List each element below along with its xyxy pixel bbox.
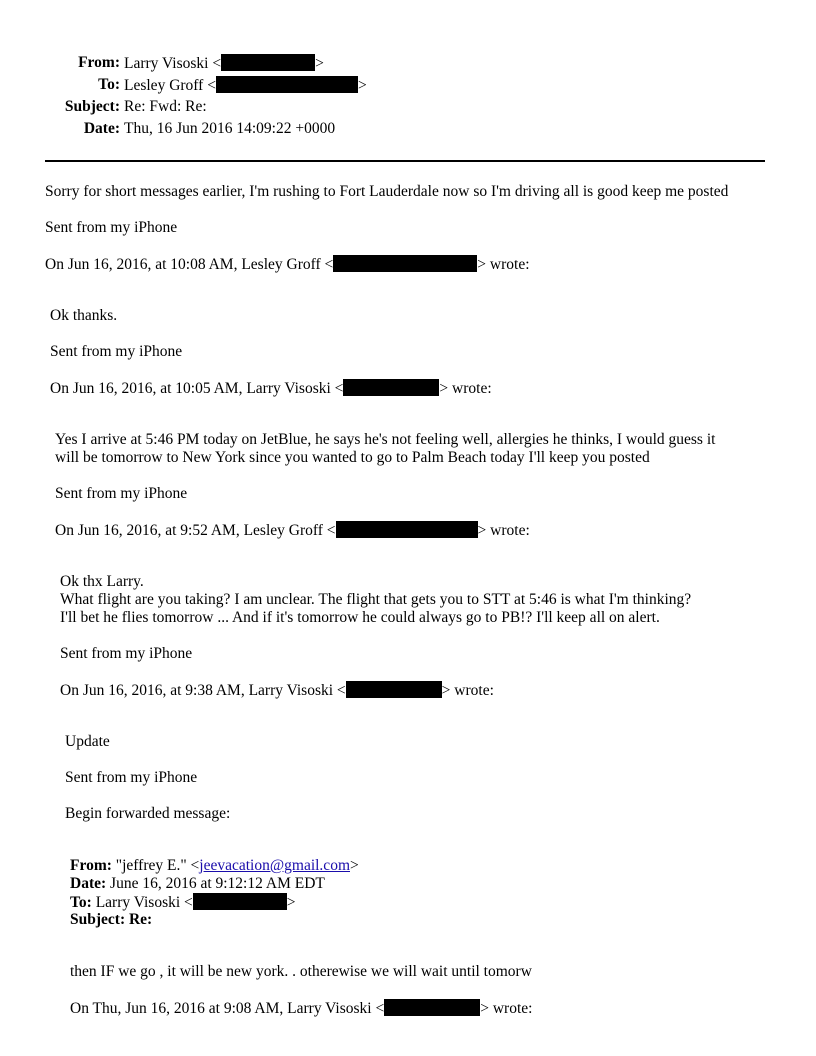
fwd-subject [70,911,152,929]
subject-value: Re: Fwd: Re: [124,98,207,115]
fwd-date-value: June 16, 2016 at 9:12:12 AM EDT [110,875,325,892]
quote-attribution [70,999,532,1018]
fwd-to-label: To: [70,894,92,911]
redaction-box [221,54,315,71]
redaction-box [216,76,358,93]
header-divider [45,160,765,162]
fwd-date [70,875,325,893]
from-label: From: [78,54,120,71]
redaction-box [333,255,477,272]
attribution-wrote: > wrote: [477,522,530,539]
message-body: Yes I arrive at 5:46 PM today on JetBlue, he says he's not feeling well, allergies he thinks, I would guess it [55,431,716,448]
quote-attribution [55,521,530,540]
signature: Sent from my iPhone [65,769,198,786]
message-body: Sorry for short messages earlier, I'm rushing to Fort Lauderdale now so I'm driving all is good keep me posted [45,183,729,200]
attribution-text: On Jun 16, 2016, at 9:52 AM, Lesley Groff < [55,522,336,539]
fwd-from-name: "jeffrey E." < [115,857,200,874]
email-link[interactable]: jeevacation@gmail.com [199,857,350,874]
attribution-text: On Jun 16, 2016, at 9:38 AM, Larry Visoski < [60,682,346,699]
message-body: then IF we go , it will be new york. . otherewise we will wait until tomorw [70,963,532,980]
to-value [124,76,367,95]
attribution-wrote: > wrote: [439,380,492,397]
subject-label: Subject: [64,98,120,115]
redaction-box [384,999,480,1016]
to-label: To: [98,76,120,93]
from-close: > [315,55,324,72]
fwd-to-name: Larry Visoski < [95,894,193,911]
fwd-date-label: Date: [70,875,107,892]
signature: Sent from my iPhone [50,343,183,360]
signature: Sent from my iPhone [45,219,178,236]
fwd-from-label: From: [70,857,112,874]
fwd-subject-label: Subject: [70,911,126,928]
fwd-from [70,857,359,875]
redaction-box [343,379,439,396]
attribution-wrote: > wrote: [441,682,494,699]
message-body: Ok thanks. [50,307,118,324]
date-value: Thu, 16 Jun 2016 14:09:22 +0000 [124,120,336,137]
attribution-text: On Thu, Jun 16, 2016 at 9:08 AM, Larry Visoski < [70,1000,385,1017]
attribution-wrote: > wrote: [480,1000,533,1017]
forwarded-notice: Begin forwarded message: [65,805,231,822]
fwd-to [70,893,296,912]
attribution-wrote: > wrote: [477,256,530,273]
date-label: Date: [83,120,120,137]
redaction-box [346,681,442,698]
fwd-to-close: > [286,894,296,911]
quote-attribution [60,681,494,700]
message-body: will be tomorrow to New York since you wanted to go to Palm Beach today I'll keep you posted [55,449,650,466]
signature: Sent from my iPhone [60,645,193,662]
message-body: I'll bet he flies tomorrow ... And if it's tomorrow he could always go to PB!? I'll keep all on alert. [60,609,660,626]
fwd-from-close: > [350,857,359,874]
signature: Sent from my iPhone [55,485,188,502]
attribution-text: On Jun 16, 2016, at 10:05 AM, Larry Visoski < [50,380,344,397]
message-body: Ok thx Larry. [60,573,144,590]
from-value [124,54,324,73]
to-close: > [357,77,367,94]
from-name: Larry Visoski < [124,55,222,72]
message-body: Update [65,733,110,750]
quote-attribution [45,255,530,274]
quote-attribution [50,379,492,398]
attribution-text: On Jun 16, 2016, at 10:08 AM, Lesley Groff < [45,256,334,273]
message-body: What flight are you taking? I am unclear. The flight that gets you to STT at 5:46 is what I'm thinking? [60,591,692,608]
fwd-subject-value: Re: [128,911,153,928]
to-name: Lesley Groff < [124,77,216,94]
redaction-box [193,893,287,910]
redaction-box [336,521,478,538]
